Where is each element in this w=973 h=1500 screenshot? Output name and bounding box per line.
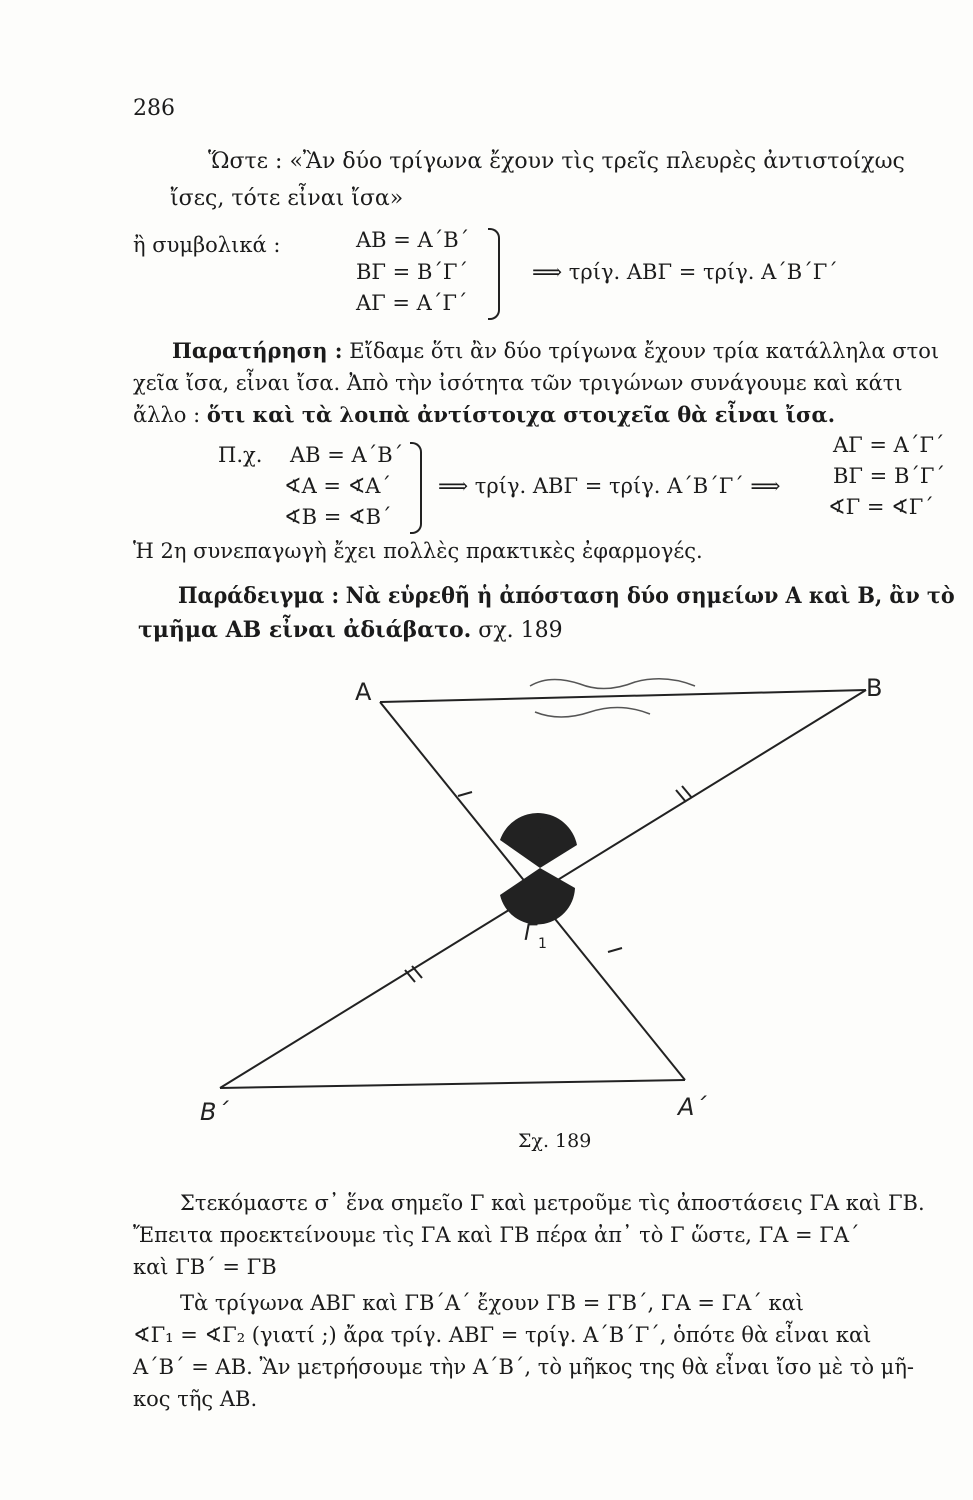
equation-bg: ΒΓ = Β΄Γ΄ bbox=[356, 260, 468, 284]
obstacle-squiggle bbox=[530, 679, 695, 689]
theorem-line-2: ἴσες, τότε εἶναι ἴσα» bbox=[170, 186, 404, 211]
label-g1-subscript: 1 bbox=[538, 936, 547, 952]
corollary-text: Ἡ 2η συνεπαγωγὴ ἔχει πολλὲς πρακτικὲς ἐφαρμογές. bbox=[133, 539, 703, 563]
figure-caption: Σχ. 189 bbox=[518, 1130, 592, 1152]
given-angle-b: ∢Β = ∢Β΄ bbox=[284, 505, 392, 529]
implication-1: ⟹ τρίγ. ΑΒΓ = τρίγ. Α΄Β΄Γ΄ bbox=[532, 260, 838, 284]
page-number: 286 bbox=[133, 96, 175, 121]
method-line-7: κος τῆς ΑΒ. bbox=[133, 1387, 258, 1411]
result-ag: ΑΓ = Α΄Γ΄ bbox=[833, 433, 945, 457]
method-line-5: ∢Γ₁ = ∢Γ₂ (γιατί ;) ἄρα τρίγ. ΑΒΓ = τρίγ. Α΄Β΄Γ΄, ὁπότε θὰ εἶναι καὶ bbox=[133, 1323, 872, 1347]
given-brace bbox=[410, 442, 422, 534]
example-line-1: Νὰ εὑρεθῆ ἡ ἀπόσταση δύο σημείων Α καὶ Β, ἂν τὸ bbox=[345, 583, 955, 609]
observation-line-2: χεῖα ἴσα, εἶναι ἴσα. Ἀπὸ τὴν ἰσότητα τῶν τριγώνων συνάγουμε καὶ κάτι bbox=[133, 371, 903, 395]
result-bg: ΒΓ = Β΄Γ΄ bbox=[833, 464, 945, 488]
right-brace bbox=[488, 228, 500, 320]
equation-ag: ΑΓ = Α΄Γ΄ bbox=[356, 291, 468, 315]
observation-label: Παρατήρηση : bbox=[172, 338, 343, 363]
theorem-line-1: Ὥστε : «Ἂν δύο τρίγωνα ἔχουν τὶς τρεῖς πλευρὲς ἀντιστοίχως bbox=[208, 149, 905, 174]
given-angle-a: ∢Α = ∢Α΄ bbox=[284, 474, 391, 498]
label-g: Γ bbox=[536, 819, 549, 844]
label-a-prime: A΄ bbox=[678, 1093, 707, 1120]
example-line-2a: τμῆμα ΑΒ εἶναι ἀδιάβατο. bbox=[138, 617, 472, 643]
equation-ab: ΑΒ = Α΄Β΄ bbox=[356, 228, 470, 252]
method-line-6: Α΄Β΄ = ΑΒ. Ἂν μετρήσουμε τὴν Α΄Β΄, τὸ μῆκος της θὰ εἶναι ἴσο μὲ τὸ μῆ- bbox=[133, 1355, 914, 1379]
method-line-4: Τὰ τρίγωνα ΑΒΓ καὶ ΓΒ΄Α΄ ἔχουν ΓΒ = ΓΒ΄, ΓΑ = ΓΑ΄ καὶ bbox=[180, 1291, 805, 1315]
label-g1: Γ bbox=[524, 921, 537, 946]
label-b: B bbox=[866, 674, 883, 702]
observation-line-3b: ὅτι καὶ τὰ λοιπὰ ἀντίστοιχα στοιχεῖα θὰ εἶναι ἴσα. bbox=[206, 402, 836, 427]
result-angle-g: ∢Γ = ∢Γ΄ bbox=[828, 495, 934, 519]
method-line-2: Ἔπειτα προεκτείνουμε τὶς ΓΑ καὶ ΓΒ πέρα ἀπ᾽ τὸ Γ ὥστε, ΓΑ = ΓΑ΄ bbox=[133, 1223, 860, 1247]
obstacle-squiggle-lower bbox=[535, 707, 650, 717]
label-a: A bbox=[355, 678, 372, 706]
method-line-3: καὶ ΓΒ΄ = ΓΒ bbox=[133, 1255, 277, 1279]
example-line-2b: σχ. 189 bbox=[478, 618, 563, 643]
tick-mark-ga bbox=[458, 792, 472, 796]
example-label: Π.χ. bbox=[218, 443, 263, 467]
method-line-1: Στεκόμαστε σ᾽ ἕνα σημεῖο Γ καὶ μετροῦμε τὶς ἀποστάσεις ΓΑ καὶ ΓΒ. bbox=[180, 1191, 925, 1215]
implication-2: ⟹ τρίγ. ΑΒΓ = τρίγ. Α΄Β΄Γ΄ ⟹ bbox=[438, 474, 781, 498]
tick-mark-gb-2 bbox=[682, 786, 692, 798]
label-b-prime: B΄ bbox=[200, 1098, 229, 1120]
figure-189 bbox=[190, 650, 910, 1120]
observation-line-1: Εἴδαμε ὅτι ἂν δύο τρίγωνα ἔχουν τρία κατάλληλα στοι bbox=[349, 339, 940, 363]
triangle-construction-diagram bbox=[190, 650, 910, 1120]
segment-ab bbox=[380, 690, 866, 702]
given-ab: ΑΒ = Α΄Β΄ bbox=[290, 443, 404, 467]
segment-a-prime-b-prime bbox=[220, 1080, 685, 1088]
symbolic-label: ἢ συμβολικά : bbox=[133, 233, 281, 257]
observation-line-3a: ἄλλο : bbox=[133, 403, 201, 427]
tick-mark-gb-1 bbox=[676, 790, 686, 802]
example-heading: Παράδειγμα : bbox=[178, 583, 340, 609]
tick-mark-ga-prime bbox=[608, 948, 622, 952]
